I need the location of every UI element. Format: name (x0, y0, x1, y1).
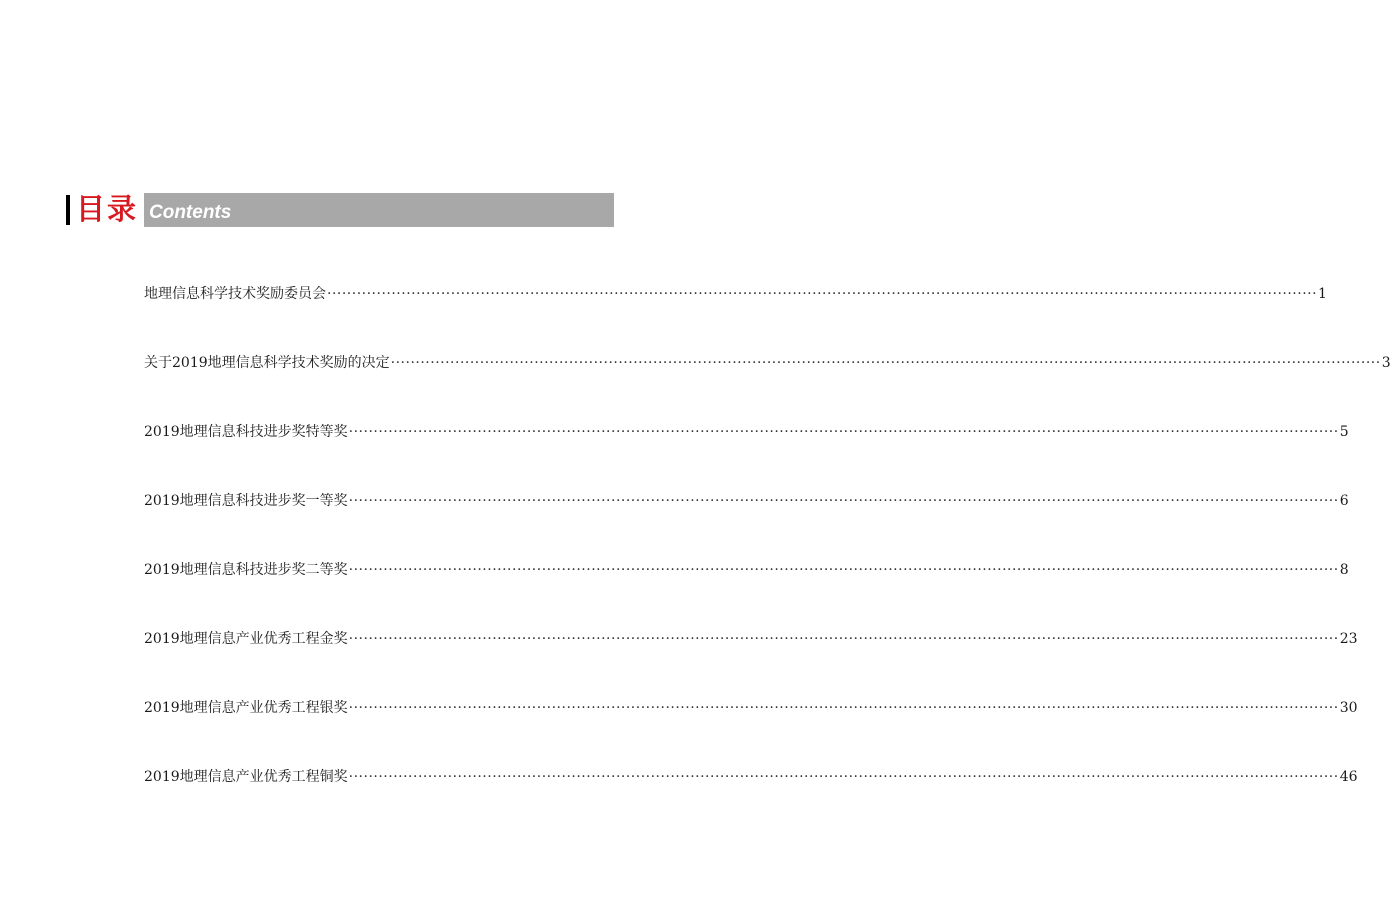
toc-entry[interactable] (144, 766, 1358, 835)
toc-entry-page: 23 (1339, 631, 1358, 647)
page-subtitle: Contents (149, 202, 232, 223)
toc-entry-page: 3 (1381, 355, 1391, 371)
toc-entry[interactable] (144, 559, 1349, 628)
contents-header (66, 193, 614, 227)
toc-entry-title: 2019地理信息产业优秀工程铜奖 (144, 769, 348, 785)
toc-dot-leader: ········································································································································································································ (348, 424, 1339, 440)
toc-entry-title: 2019地理信息产业优秀工程金奖 (144, 631, 348, 647)
toc-entry-page: 6 (1339, 493, 1349, 509)
toc-entry-title: 2019地理信息科技进步奖特等奖 (144, 424, 348, 440)
toc-entry[interactable] (144, 490, 1349, 559)
toc-entry-title: 关于2019地理信息科学技术奖励的决定 (144, 355, 390, 371)
toc-entry-title: 2019地理信息科技进步奖一等奖 (144, 493, 348, 509)
toc-entry[interactable] (144, 421, 1349, 490)
table-of-contents (144, 283, 1391, 835)
header-band (144, 193, 614, 227)
toc-entry-title: 2019地理信息科技进步奖二等奖 (144, 562, 348, 578)
toc-dot-leader: ········································································································································································································ (327, 286, 1318, 302)
toc-entry-title: 地理信息科学技术奖励委员会 (144, 286, 326, 302)
toc-entry[interactable] (144, 352, 1391, 421)
toc-entry-page: 5 (1339, 424, 1349, 440)
toc-dot-leader: ········································································································································································································ (348, 700, 1339, 716)
header-accent-bar (66, 195, 70, 225)
toc-entry[interactable] (144, 697, 1358, 766)
toc-entry[interactable] (144, 628, 1358, 697)
toc-entry-page: 1 (1318, 286, 1327, 302)
toc-dot-leader: ········································································································································································································ (348, 631, 1339, 647)
toc-entry[interactable] (144, 283, 1327, 352)
page-title: 目录 (76, 192, 139, 226)
toc-entry-page: 8 (1339, 562, 1349, 578)
toc-dot-leader: ········································································································································································································ (348, 562, 1339, 578)
toc-dot-leader: ········································································································································································································ (390, 355, 1381, 371)
toc-dot-leader: ········································································································································································································ (348, 769, 1339, 785)
toc-entry-page: 46 (1339, 769, 1358, 785)
toc-entry-title: 2019地理信息产业优秀工程银奖 (144, 700, 348, 716)
toc-dot-leader: ········································································································································································································ (348, 493, 1339, 509)
toc-entry-page: 30 (1339, 700, 1358, 716)
